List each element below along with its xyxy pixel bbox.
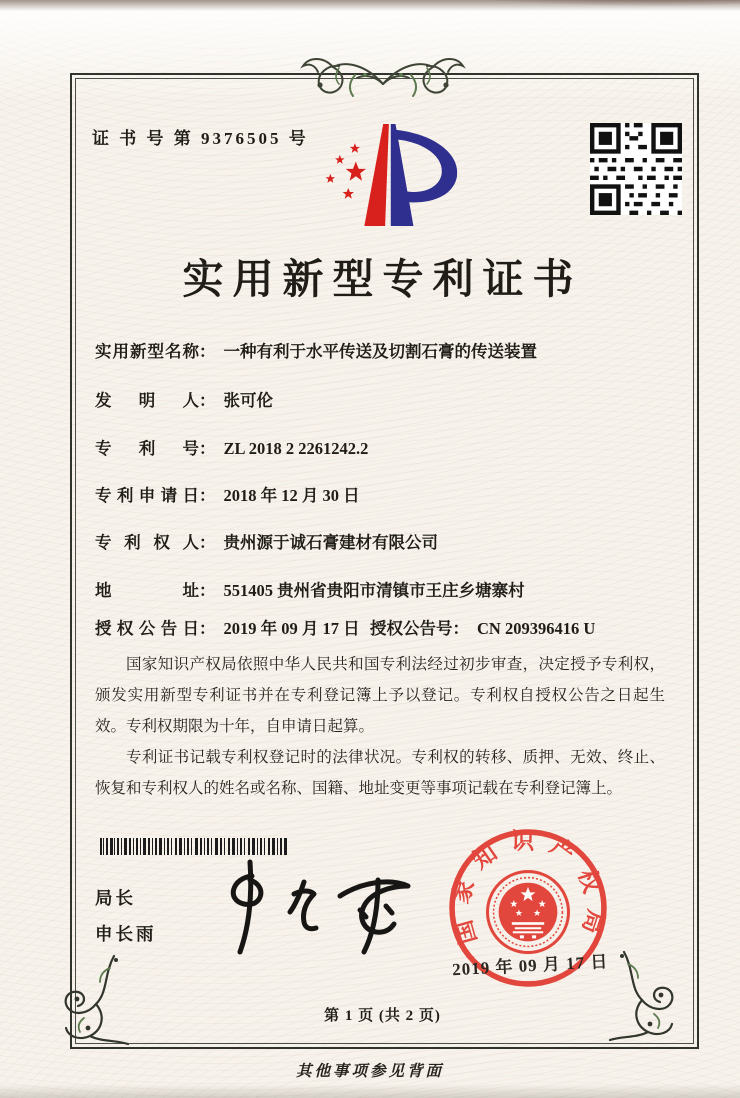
field-label: 专利号 xyxy=(95,439,199,458)
field-label: 专利申请日 xyxy=(95,486,199,505)
seal-text: 国家知识产权局 xyxy=(447,828,609,950)
legal-paragraph-2: 专利证书记载专利权登记时的法律状况。专利权的转移、质押、无效、终止、恢复和专利权人的姓名或名称、国籍、地址变更等事项记载在专利登记簿上。 xyxy=(95,749,665,797)
director-name: 申长雨 xyxy=(95,924,157,944)
field-colon: ： xyxy=(199,342,216,361)
field-colon: ： xyxy=(199,439,216,458)
field-value: 2018 年 12 月 30 日 xyxy=(223,486,360,505)
field-grant-number xyxy=(370,615,595,639)
field-row-filing-date xyxy=(95,482,675,506)
legal-text xyxy=(95,649,665,804)
field-value: 一种有利于水平传送及切割石膏的传送装置 xyxy=(223,342,537,361)
field-row-address xyxy=(95,577,675,601)
field-value: 贵州源于诚石膏建材有限公司 xyxy=(223,533,438,552)
legal-paragraph-1: 国家知识产权局依照中华人民共和国专利法经过初步审查，决定授予专利权，颁发实用新型专利证书并在专利登记簿上予以登记。专利权自授权公告之日起生效。专利权期限为十年，自申请日起算。 xyxy=(95,656,665,735)
field-label: 发明人 xyxy=(95,391,199,410)
director-signature-handwriting xyxy=(200,852,420,967)
photo-top-shadow xyxy=(0,0,740,16)
certificate-title: 实用新型专利证书 xyxy=(182,256,583,302)
field-value: 551405 贵州省贵阳市清镇市王庄乡塘寨村 xyxy=(223,581,525,600)
field-colon: ： xyxy=(199,486,216,505)
field-row-grant-date xyxy=(95,615,675,639)
field-colon: ： xyxy=(199,533,216,552)
field-label: 地址 xyxy=(95,581,199,600)
field-value: 2019 年 09 月 17 日 xyxy=(223,619,360,638)
seal-national-emblem xyxy=(488,872,569,953)
field-colon: ： xyxy=(199,581,216,600)
field-value: 张可伦 xyxy=(223,391,273,410)
field-row-patent-number xyxy=(95,435,675,459)
director-block xyxy=(95,880,157,952)
field-row-inventor xyxy=(95,387,675,411)
field-value: CN 209396416 U xyxy=(477,619,596,638)
qr-code xyxy=(590,123,682,215)
director-title: 局长 xyxy=(95,888,136,908)
back-side-note: 其他事项参见背面 xyxy=(295,1063,444,1080)
field-label: 专利权人 xyxy=(95,533,199,552)
field-label: 授权公告日 xyxy=(95,619,199,638)
cnipa-logo xyxy=(302,118,472,232)
field-row-utility-model-name xyxy=(95,338,675,362)
field-colon: ： xyxy=(199,391,216,410)
field-label: 实用新型名称 xyxy=(95,342,199,361)
seal-date: 2019 年 09 月 17 日 xyxy=(451,952,609,980)
field-colon: ： xyxy=(199,619,216,638)
field-value: ZL 2018 2 2261242.2 xyxy=(223,439,369,458)
field-label: 授权公告号 xyxy=(370,619,453,638)
field-colon: ： xyxy=(452,619,469,638)
certificate-number: 证 书 号 第 9376505 号 xyxy=(92,129,309,148)
photo-bottom-shadow xyxy=(0,1084,740,1098)
page-number: 第 1 页 (共 2 页) xyxy=(324,1008,441,1024)
field-row-patentee xyxy=(95,529,675,553)
